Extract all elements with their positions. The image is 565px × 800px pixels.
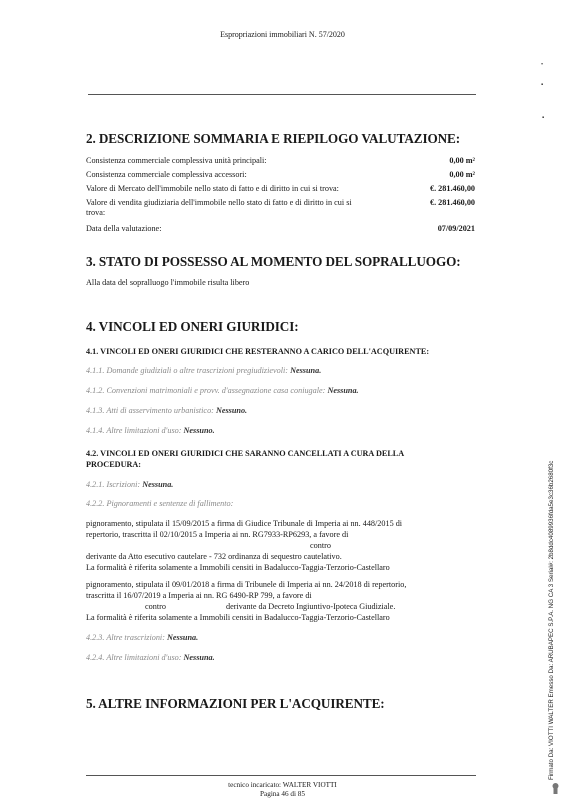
seizure-text: trascritta il 16/07/2019 a Imperia ai nn. RG 6490-RP 799, a favore di — [86, 591, 312, 600]
header-rule — [88, 94, 476, 95]
summary-value: €. 281.460,00 — [429, 198, 475, 207]
constraint-item: 4.1.3. Atti di asservimento urbanistico: Nessuno. — [86, 406, 248, 415]
summary-value: 0,00 m² — [449, 156, 475, 165]
footer-technician: tecnico incaricato: WALTER VIOTTI — [228, 781, 337, 789]
footer-rule — [86, 775, 476, 776]
summary-label: Valore di Mercato dell'immobile nello stato di fatto e di diritto in cui si trova: — [86, 184, 339, 193]
constraint-item: 4.2.3. Altre trascrizioni: Nessuna. — [86, 633, 199, 642]
summary-value: 07/09/2021 — [437, 224, 475, 233]
seal-icon — [551, 782, 560, 794]
section-3-title: 3. STATO DI POSSESSO AL MOMENTO DEL SOPRALLUOGO: — [86, 254, 461, 269]
section-4-title: 4. VINCOLI ED ONERI GIURIDICI: — [86, 319, 299, 334]
digital-signature-stamp: Firmato Da: VIOTTI WALTER Emesso Da: ARUBAPEC S.P.A. NG CA 3 Serial#: 2b8ddc4089936fda5e3c36b2680f3c — [548, 460, 555, 780]
summary-label: Data della valutazione: — [86, 224, 162, 233]
constraint-item: 4.1.1. Domande giudiziali o altre trascrizioni pregiudizievoli: Nessuna. — [86, 366, 322, 375]
margin-mark: • — [541, 62, 544, 68]
seizure-text: contro — [145, 602, 166, 611]
seizure-text: La formalità è riferita solamente a Immobili censiti in Badalucco-Taggia-Terzorio-Castellaro — [86, 563, 390, 572]
constraint-item: 4.2.2. Pignoramenti e sentenze di fallimento: — [86, 499, 234, 508]
page-header: Espropriazioni immobiliari N. 57/2020 — [220, 30, 345, 39]
subsection-4-2-title-cont: PROCEDURA: — [86, 460, 142, 469]
seizure-text: repertorio, trascritta il 02/10/2015 a Imperia ai nn. RG7933-RP6293, a favore di — [86, 530, 349, 539]
subsection-4-1-title: 4.1. VINCOLI ED ONERI GIURIDICI CHE RESTERANNO A CARICO DELL'ACQUIRENTE: — [86, 347, 430, 356]
constraint-item: 4.1.4. Altre limitazioni d'uso: Nessuno. — [86, 426, 215, 435]
summary-label: Consistenza commerciale complessiva unità principali: — [86, 156, 267, 165]
seizure-text: derivante da Decreto Ingiuntivo-Ipoteca Giudiziale. — [226, 602, 396, 611]
seizure-text: La formalità è riferita solamente a Immobili censiti in Badalucco-Taggia-Terzorio-Castellaro — [86, 613, 390, 622]
seizure-text: derivante da Atto esecutivo cautelare - 732 ordinanza di sequestro cautelativo. — [86, 552, 342, 561]
constraint-item: 4.2.1. Iscrizioni: Nessuna. — [86, 480, 174, 489]
section-5-title: 5. ALTRE INFORMAZIONI PER L'ACQUIRENTE: — [86, 696, 385, 711]
constraint-item: 4.1.2. Convenzioni matrimoniali e provv. d'assegnazione casa coniugale: Nessuna. — [86, 386, 359, 395]
seizure-text: contro — [310, 541, 331, 550]
seizure-text: pignoramento, stipulata il 09/01/2018 a firma di Tribunele di Imperia ai nn. 24/2018 di repertorio, — [86, 580, 407, 589]
section-2-title: 2. DESCRIZIONE SOMMARIA E RIEPILOGO VALUTAZIONE: — [86, 131, 461, 146]
seizure-text: pignoramento, stipulata il 15/09/2015 a firma di Giudice Tribunale di Imperia ai nn. 448/2015 di — [86, 519, 403, 528]
subsection-4-2-title: 4.2. VINCOLI ED ONERI GIURIDICI CHE SARANNO CANCELLATI A CURA DELLA — [86, 449, 405, 458]
summary-label: Valore di vendita giudiziaria dell'immobile nello stato di fatto e di diritto in cui si — [86, 198, 352, 207]
constraint-item: 4.2.4. Altre limitazioni d'uso: Nessuna. — [86, 653, 215, 662]
summary-label: Consistenza commerciale complessiva accessori: — [86, 170, 247, 179]
margin-mark: ▪ — [542, 115, 545, 121]
possession-text: Alla data del sopralluogo l'immobile risulta libero — [86, 278, 250, 287]
summary-label-cont: trova: — [86, 208, 106, 217]
summary-value: €. 281.460,00 — [429, 184, 475, 193]
margin-mark: ▪ — [541, 82, 544, 88]
footer-page-number: Pagina 46 di 85 — [260, 790, 305, 798]
summary-value: 0,00 m² — [449, 170, 475, 179]
